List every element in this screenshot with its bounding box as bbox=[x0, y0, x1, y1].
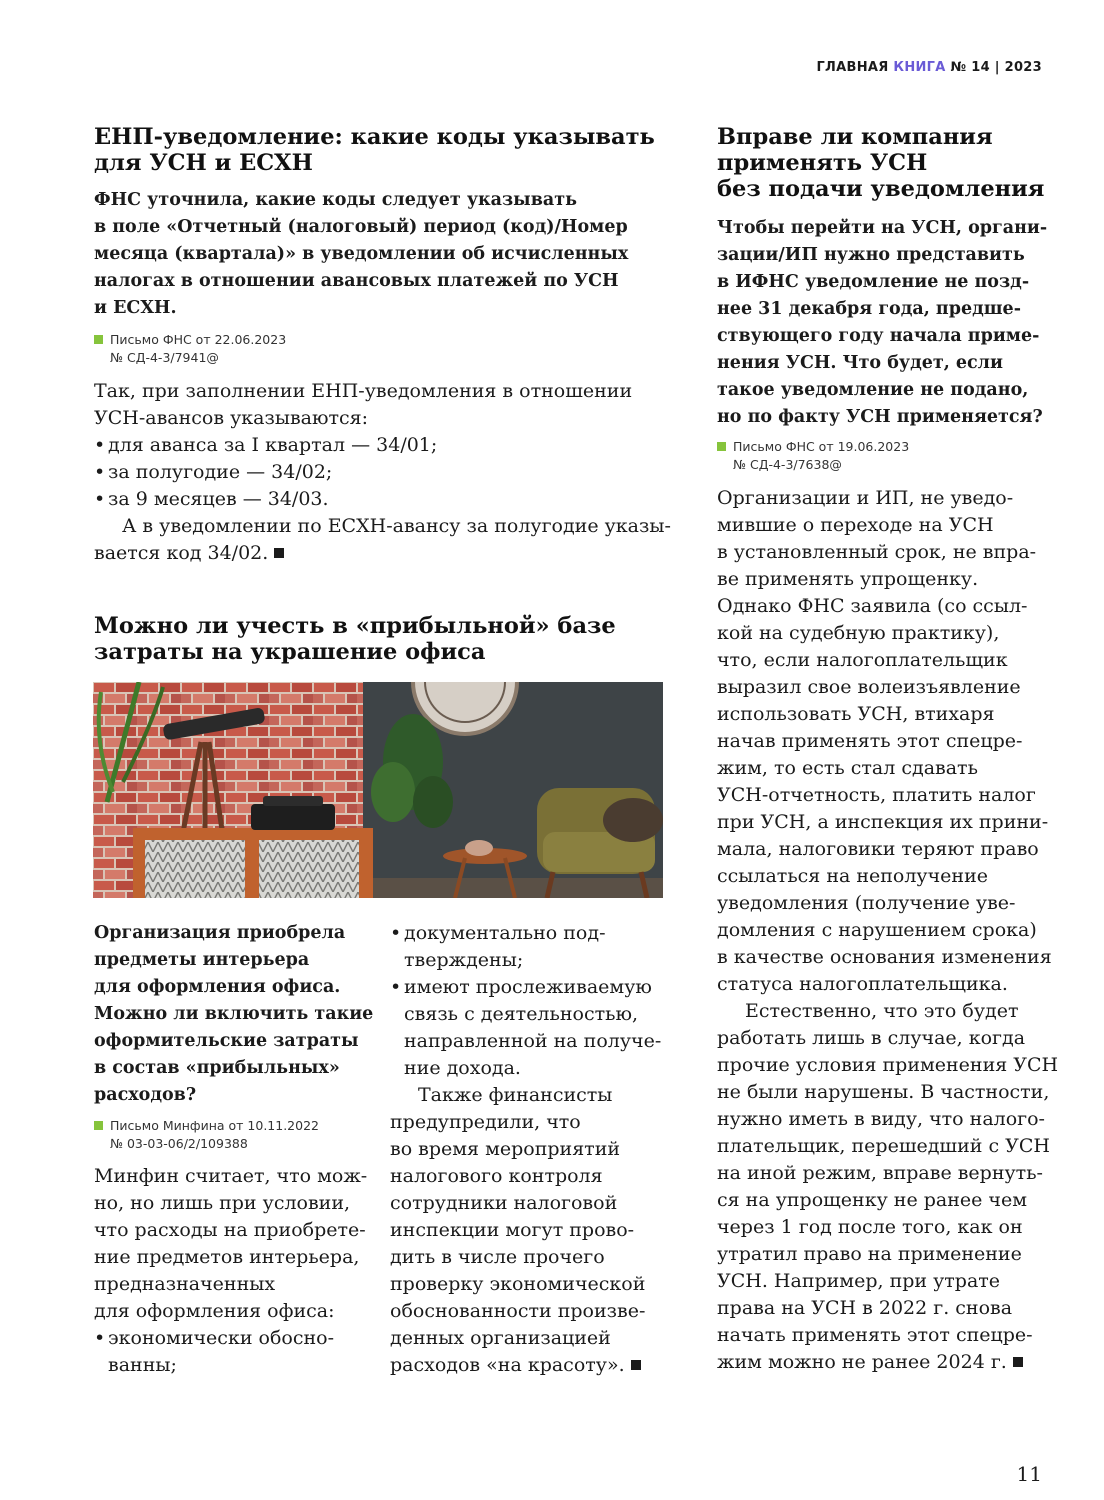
bullet-continuation: ванны; bbox=[108, 1354, 177, 1376]
lead-line: но по факту УСН применяется? bbox=[717, 407, 1043, 427]
bullet-item: • экономически обосно- bbox=[94, 1327, 335, 1349]
body-line: выразил свое волеизъявление bbox=[717, 676, 1021, 698]
bullet-continuation: ние дохода. bbox=[404, 1057, 521, 1079]
article3-lead bbox=[717, 215, 1057, 431]
body-line: УСН-авансов указываются: bbox=[94, 407, 369, 429]
bullet-item: • для аванса за I квартал — 34/01; bbox=[94, 434, 438, 456]
body-line: ве применять упрощенку. bbox=[717, 568, 979, 590]
body-line: что, если налогоплательщик bbox=[717, 649, 1008, 671]
article1-source bbox=[94, 331, 286, 367]
body-line: мала, налоговики теряют право bbox=[717, 838, 1039, 860]
body-line: начать применять этот спецре- bbox=[717, 1324, 1033, 1346]
lead-line: зации/ИП нужно представить bbox=[717, 245, 1025, 265]
magazine-header bbox=[816, 60, 1042, 75]
body-line: нужно иметь в виду, что налого- bbox=[717, 1108, 1045, 1130]
end-mark-icon bbox=[274, 548, 284, 558]
article2-title bbox=[94, 613, 674, 665]
body-line: прочие условия применения УСН bbox=[717, 1054, 1059, 1076]
body-line: Минфин считает, что мож- bbox=[94, 1165, 368, 1187]
bullet-continuation: направленной на получе- bbox=[404, 1030, 662, 1052]
body-line: Однако ФНС заявила (со ссыл- bbox=[717, 595, 1028, 617]
title-line: Вправе ли компания bbox=[717, 124, 993, 150]
end-mark-icon bbox=[631, 1360, 641, 1370]
body-line: что расходы на приобрете- bbox=[94, 1219, 366, 1241]
body-line: но, но лишь при условии, bbox=[94, 1192, 351, 1214]
body-line: статуса налогоплательщика. bbox=[717, 973, 1008, 995]
source-line: № 03-03-06/2/109388 bbox=[110, 1136, 248, 1151]
lead-line: нее 31 декабря года, предше- bbox=[717, 299, 1021, 319]
lead-line: ствующего году начала приме- bbox=[717, 326, 1040, 346]
body-line: ние предметов интерьера, bbox=[94, 1246, 360, 1268]
lead-line: нения УСН. Что будет, если bbox=[717, 353, 1003, 373]
lead-line: оформительские затраты bbox=[94, 1031, 359, 1051]
body-line: работать лишь в случае, когда bbox=[717, 1027, 1026, 1049]
end-mark-icon bbox=[1013, 1357, 1023, 1367]
source-line: Письмо Минфина от 10.11.2022 bbox=[110, 1118, 319, 1133]
body-line: Так, при заполнении ЕНП-уведомления в отношении bbox=[94, 380, 633, 402]
lead-line: в ИФНС уведомление не позд- bbox=[717, 272, 1030, 292]
green-square-marker bbox=[94, 1121, 103, 1130]
source-line: № СД-4-3/7941@ bbox=[110, 350, 219, 365]
article1-lead bbox=[94, 187, 674, 322]
body-line: во время мероприятий bbox=[390, 1138, 621, 1160]
body-line: плательщик, перешедший с УСН bbox=[717, 1135, 1050, 1157]
green-square-marker bbox=[717, 442, 726, 451]
body-line: на иной режим, вправе вернуть- bbox=[717, 1162, 1043, 1184]
body-line: ссылаться на неполучение bbox=[717, 865, 988, 887]
lead-line: предметы интерьера bbox=[94, 950, 310, 970]
lead-line: месяца (квартала)» в уведомлении об исчисленных bbox=[94, 244, 629, 264]
body-line: предназначенных bbox=[94, 1273, 276, 1295]
body-line: жим можно не ранее 2024 г. bbox=[717, 1349, 1062, 1376]
body-line: для оформления офиса: bbox=[94, 1300, 335, 1322]
body-line: ся на упрощенку не ранее чем bbox=[717, 1189, 1028, 1211]
body-line: налогового контроля bbox=[390, 1165, 603, 1187]
body-line: мившие о переходе на УСН bbox=[717, 514, 994, 536]
source-line: Письмо ФНС от 22.06.2023 bbox=[110, 332, 287, 347]
body-line: начав применять этот спецре- bbox=[717, 730, 1023, 752]
lead-line: Организация приобрела bbox=[94, 923, 346, 943]
lead-line: для оформления офиса. bbox=[94, 977, 341, 997]
page-number: 11 bbox=[1016, 1462, 1042, 1486]
lead-line: в состав «прибыльных» bbox=[94, 1058, 340, 1078]
body-line: вается код 34/02. bbox=[94, 540, 674, 567]
title-line: Можно ли учесть в «прибыльной» базе bbox=[94, 613, 616, 639]
article3-title bbox=[717, 124, 1047, 202]
issue-info: № 14 | 2023 bbox=[945, 60, 1042, 75]
source-line: № СД-4-3/7638@ bbox=[733, 457, 842, 472]
article2-lead bbox=[94, 920, 374, 1109]
body-line: права на УСН в 2022 г. снова bbox=[717, 1297, 1013, 1319]
body-line: в установленный срок, не впра- bbox=[717, 541, 1037, 563]
article2-source bbox=[94, 1117, 319, 1153]
source-line: Письмо ФНС от 19.06.2023 bbox=[733, 439, 910, 454]
body-line: утратил право на применение bbox=[717, 1243, 1022, 1265]
body-line: УСН-отчетность, платить налог bbox=[717, 784, 1036, 806]
article1-title bbox=[94, 124, 674, 176]
body-line: через 1 год после того, как он bbox=[717, 1216, 1023, 1238]
body-line: уведомления (получение уве- bbox=[717, 892, 1016, 914]
body-line: Естественно, что это будет bbox=[745, 1000, 1019, 1022]
title-line: применять УСН bbox=[717, 150, 928, 176]
article3-body bbox=[717, 485, 1062, 1376]
brand-main: ГЛАВНАЯ bbox=[816, 60, 894, 75]
lead-line: Можно ли включить такие bbox=[94, 1004, 374, 1024]
body-line: в качестве основания изменения bbox=[717, 946, 1052, 968]
body-line: не были нарушены. В частности, bbox=[717, 1081, 1050, 1103]
body-line: предупредили, что bbox=[390, 1111, 581, 1133]
body-line: инспекции могут прово- bbox=[390, 1219, 635, 1241]
bullet-item: • документально под- bbox=[390, 922, 606, 944]
body-line: Также финансисты bbox=[418, 1084, 613, 1106]
article2-body-right bbox=[390, 920, 680, 1379]
lead-line: в поле «Отчетный (налоговый) период (код)/Номер bbox=[94, 217, 628, 237]
bullet-continuation: связь с деятельностью, bbox=[404, 1003, 639, 1025]
bullet-item: • за полугодие — 34/02; bbox=[94, 461, 333, 483]
brand-book: КНИГА bbox=[893, 60, 946, 75]
body-line: денных организацией bbox=[390, 1327, 611, 1349]
bullet-item: • за 9 месяцев — 34/03. bbox=[94, 488, 329, 510]
body-line: расходов «на красоту». bbox=[390, 1352, 680, 1379]
body-line: сотрудники налоговой bbox=[390, 1192, 618, 1214]
body-line: кой на судебную практику), bbox=[717, 622, 1000, 644]
lead-line: налогах в отношении авансовых платежей по УСН bbox=[94, 271, 619, 291]
lead-line: и ЕСХН. bbox=[94, 298, 177, 318]
article2-body-left bbox=[94, 1163, 384, 1379]
article1-body bbox=[94, 378, 674, 567]
body-line: проверку экономической bbox=[390, 1273, 646, 1295]
body-line: дить в числе прочего bbox=[390, 1246, 605, 1268]
body-line: использовать УСН, втихаря bbox=[717, 703, 995, 725]
body-line: А в уведомлении по ЕСХН-авансу за полугодие указы- bbox=[122, 515, 671, 537]
lead-line: такое уведомление не подано, bbox=[717, 380, 1029, 400]
lead-line: расходов? bbox=[94, 1085, 197, 1105]
lead-line: Чтобы перейти на УСН, органи- bbox=[717, 218, 1048, 238]
body-line: обоснованности произве- bbox=[390, 1300, 646, 1322]
body-line: домления с нарушением срока) bbox=[717, 919, 1037, 941]
bullet-continuation: тверждены; bbox=[404, 949, 524, 971]
title-line: ЕНП-уведомление: какие коды указывать bbox=[94, 124, 655, 150]
green-square-marker bbox=[94, 335, 103, 344]
body-line: УСН. Например, при утрате bbox=[717, 1270, 1001, 1292]
lead-line: ФНС уточнила, какие коды следует указывать bbox=[94, 190, 577, 210]
title-line: для УСН и ЕСХН bbox=[94, 150, 313, 176]
title-line: без подачи уведомления bbox=[717, 176, 1045, 202]
body-line: при УСН, а инспекция их прини- bbox=[717, 811, 1049, 833]
body-line: Организации и ИП, не уведо- bbox=[717, 487, 1014, 509]
article3-source bbox=[717, 438, 909, 474]
title-line: затраты на украшение офиса bbox=[94, 639, 486, 665]
office-interior-photo bbox=[93, 682, 663, 898]
bullet-item: • имеют прослеживаемую bbox=[390, 976, 652, 998]
body-line: жим, то есть стал сдавать bbox=[717, 757, 978, 779]
